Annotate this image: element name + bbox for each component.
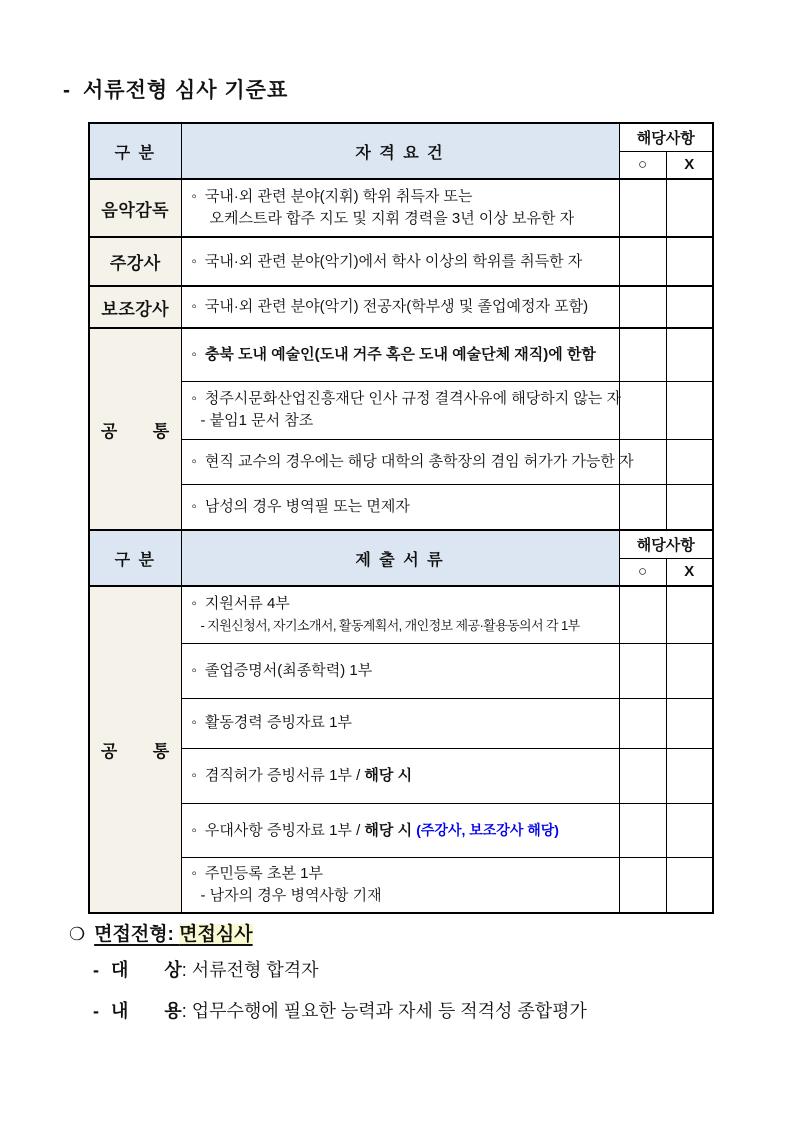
col-header-o: ○ [619,151,666,179]
col-header-x: X [666,558,713,586]
text-segment: ◦ [191,821,197,839]
x-mark-cell [666,698,713,748]
text-line [192,344,613,366]
criteria-cell [181,698,619,748]
table-row [89,748,713,803]
text-segment: ◦ [191,345,197,363]
text-line [192,186,613,208]
text-segment: 청주시문화산업진흥재단 인사 규정 결격사유에 해당하지 않는 자 [204,390,622,407]
row-group-label: 공 통 [89,586,181,913]
interview-target-line [93,956,319,982]
x-mark-cell [666,643,713,698]
text-segment: ◦ [191,390,197,407]
table-header-row [89,530,713,558]
text-segment: 국내·외 관련 분야(악기) 전공자(학부생 및 졸업예정자 포함) [204,298,589,315]
o-mark-cell [619,381,666,439]
text-segment: 남성의 경우 병역필 또는 면제자 [204,497,410,515]
text-segment: 오케스트라 합주 지도 및 지휘 경력을 3년 이상 보유한 자 [209,210,575,227]
dash-bullet: - [93,1001,99,1021]
text-segment: 졸업증명서(최종학력) 1부 [204,661,373,679]
o-mark-cell [619,803,666,857]
text-segment: 국내·외 관련 분야(지휘) 학위 취득자 또는 [204,188,473,205]
row-group-label: 주강사 [89,237,181,286]
col-header-group: 구 분 [89,530,181,586]
x-mark-cell [666,179,713,237]
col-header-x: X [666,151,713,179]
col-header-group: 구 분 [89,123,181,179]
x-mark-cell [666,237,713,286]
x-mark-cell [666,857,713,913]
criteria-cell [181,748,619,803]
text-line [192,660,613,682]
text-line [192,885,613,907]
o-mark-cell [619,179,666,237]
text-line [192,765,613,787]
o-mark-cell [619,484,666,530]
text-segment: 겸직허가 증빙서류 1부 / [204,766,365,784]
text-segment: 주민등록 초본 1부 [204,864,323,882]
x-mark-cell [666,286,713,328]
table-header-row [89,123,713,151]
text-segment: ◦ [191,594,197,612]
text-segment: 지원서류 4부 [204,594,290,612]
interview-target-label: 대 상 [111,960,182,980]
text-segment: ◦ [191,188,197,205]
text-line [192,296,613,318]
criteria-cell [181,484,619,530]
x-mark-cell [666,439,713,484]
row-group-label: 음악감독 [89,179,181,237]
table-row [89,586,713,643]
text-segment: ◦ [191,864,197,882]
o-mark-cell [619,857,666,913]
col-header-applicable: 해당사항 [619,530,713,558]
table-row [89,857,713,913]
col-header-o: ○ [619,558,666,586]
text-line [191,388,622,410]
criteria-cell [181,803,619,857]
interview-content-text: : 업무수행에 필요한 능력과 자세 등 적격성 종합평가 [181,1001,587,1021]
text-line [192,819,613,842]
circle-bullet-icon: ❍ [69,924,86,944]
criteria-cell [181,857,619,913]
interview-section-heading [69,919,253,946]
text-segment: ◦ [191,661,197,679]
text-segment: - 남자의 경우 병역사항 기재 [200,886,382,904]
row-group-label: 공 통 [89,328,181,530]
criteria-cell [181,643,619,698]
text-segment: ◦ [191,497,197,515]
criteria-cell [181,586,619,643]
criteria-cell [181,286,619,328]
criteria-cell [181,179,619,237]
o-mark-cell [619,586,666,643]
x-mark-cell [666,748,713,803]
x-mark-cell [666,484,713,530]
text-segment: - 지원신청서, 자기소개서, 활동계획서, 개인정보 제공·활용동의서 각 1부 [200,617,580,633]
text-line [192,615,613,637]
page-title [63,74,288,104]
x-mark-cell [666,586,713,643]
text-segment: ◦ [191,298,197,315]
col-header-main: 자 격 요 건 [181,123,619,179]
text-line [192,593,613,615]
text-line [192,410,613,432]
o-mark-cell [619,748,666,803]
table-row [89,381,713,439]
criteria-cell [181,328,619,381]
x-mark-cell [666,803,713,857]
col-header-applicable: 해당사항 [619,123,713,151]
text-segment: 우대사항 증빙자료 1부 / [204,821,365,839]
table-row [89,328,713,381]
screening-criteria-table [88,122,714,914]
interview-heading-text [94,924,252,945]
criteria-cell [181,439,634,484]
interview-target-text: : 서류전형 합격자 [181,960,319,980]
table-row [89,179,713,237]
text-line [192,712,613,734]
row-group-label: 보조강사 [89,286,181,328]
text-line [192,863,613,885]
o-mark-cell [619,237,666,286]
text-line [192,496,613,518]
interview-heading-highlight: 면접심사 [179,924,253,945]
text-segment: 현직 교수의 경우에는 해당 대학의 총학장의 겸임 허가가 가능한 자 [204,452,634,470]
dash-bullet: - [93,960,99,980]
table-row [89,286,713,328]
text-segment: (주강사, 보조강사 해당) [416,821,559,838]
criteria-cell [181,381,622,439]
text-segment: 해당 시 [364,766,413,784]
text-line [192,251,613,273]
text-segment: 활동경력 증빙자료 1부 [204,714,352,731]
col-header-main: 제 출 서 류 [181,530,619,586]
title-text: 서류전형 심사 기준표 [83,79,289,102]
text-segment: 충북 도내 예술인(도내 거주 혹은 도내 예술단체 재직)에 한함 [204,345,596,363]
text-segment: 국내·외 관련 분야(악기)에서 학사 이상의 학위를 취득한 자 [204,252,583,270]
x-mark-cell [666,328,713,381]
table-row [89,439,713,484]
interview-content-label: 내 용 [111,1001,182,1021]
text-segment: ◦ [191,714,197,731]
o-mark-cell [619,328,666,381]
table-row [89,803,713,857]
interview-content-line [93,997,587,1023]
text-line [192,208,613,230]
text-segment: - 붙임1 문서 참조 [200,412,314,429]
table-row [89,237,713,286]
table-row [89,484,713,530]
text-segment: ◦ [191,252,197,270]
table-row [89,643,713,698]
text-segment: ◦ [191,452,197,470]
criteria-cell [181,237,619,286]
x-mark-cell [666,381,713,439]
title-dash: - [63,79,71,102]
text-segment: 해당 시 [364,821,417,839]
text-segment: ◦ [191,766,197,784]
o-mark-cell [619,286,666,328]
text-line [191,451,634,473]
interview-heading-prefix: 면접전형: [94,924,180,945]
o-mark-cell [619,643,666,698]
table-row [89,698,713,748]
o-mark-cell [619,698,666,748]
